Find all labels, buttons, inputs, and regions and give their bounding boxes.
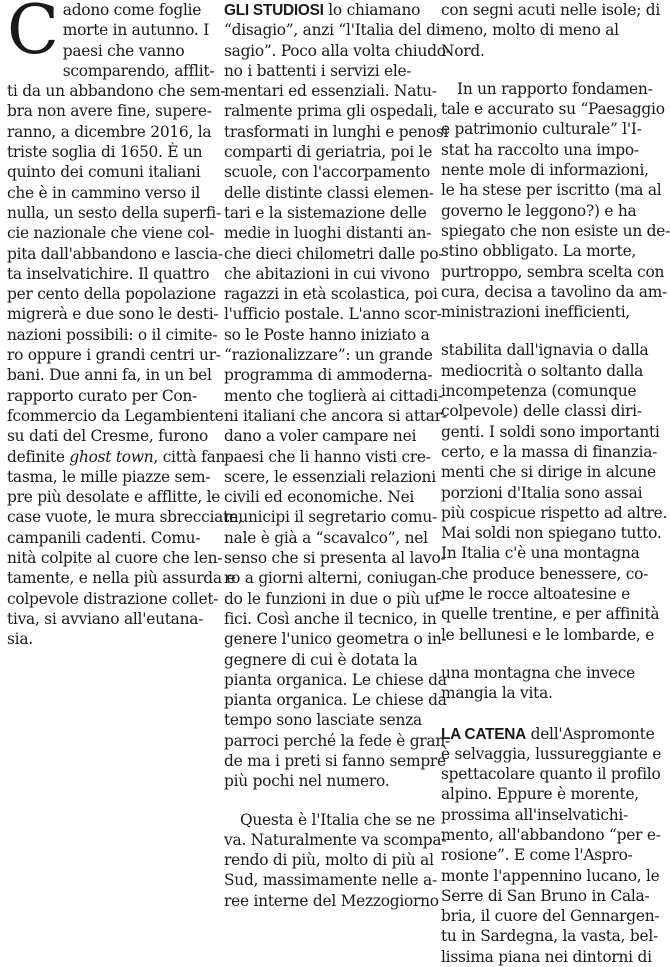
text-line: trasformati in lunghi e penosi xyxy=(224,122,449,141)
text-line: colpevole distrazione collet- xyxy=(7,589,219,608)
text-line: le ha stese per iscritto (ma al xyxy=(441,181,662,200)
text-line: che dieci chilometri dalle po- xyxy=(224,244,444,263)
text-line: ragazzi in età scolastica, poi xyxy=(224,285,438,304)
text-line: nità colpite al cuore che len- xyxy=(7,549,223,568)
text-line: quinto dei comuni italiani xyxy=(7,163,201,182)
text-line: governo le leggono?) e ha xyxy=(441,201,637,220)
text-line: scuole, con l'accorpamento xyxy=(224,163,430,182)
text-line: rendo di più, molto di più al xyxy=(224,851,434,870)
text-line: ta inselvatichire. Il quattro xyxy=(7,264,210,283)
paragraph-body-end xyxy=(7,467,243,650)
text-line: mediocrità o soltanto dalla xyxy=(441,361,644,380)
text-line: gegnere di cui è dotata la xyxy=(224,650,418,669)
text-line: prossima all'inselvatichi- xyxy=(441,805,629,824)
text-line: Questa è l'Italia che se ne xyxy=(240,810,435,829)
paragraph-gap xyxy=(441,61,653,79)
text-line: paesi che li hanno visti cre- xyxy=(224,447,431,466)
text-line: tu in Sardegna, la vasta, bel- xyxy=(441,927,658,946)
text-line: l'ufficio postale. L'anno scor- xyxy=(224,305,442,324)
text-line: programma di ammoderna- xyxy=(224,366,433,385)
text-line: rapporto curato per Con- xyxy=(7,386,197,405)
article-column-2 xyxy=(224,0,451,911)
text-line: parroci perché la fede è gran- xyxy=(224,731,450,750)
article-column-1 xyxy=(7,0,243,650)
text-line: case vuote, le mura sbrecciate, xyxy=(7,508,243,527)
paragraph-body xyxy=(7,81,226,446)
text-line: scere, le essenziali relazioni xyxy=(224,467,436,486)
text-line: ni italiani che ancora si attar- xyxy=(224,406,447,425)
text-line: tempo sono lasciate senza xyxy=(224,711,422,730)
text-line: nente mole di informazioni, xyxy=(441,161,649,180)
text-line: rosione”. E come l'Aspro- xyxy=(441,846,633,865)
text-line: mento che toglierà ai cittadi- xyxy=(224,386,443,405)
text-line: scomparendo, afflit- xyxy=(62,61,215,80)
text-line: più cospicue rispetto ad altre. xyxy=(441,503,668,522)
text-line: alpino. Eppure è morente, xyxy=(441,785,639,804)
text-line: cura, decisa a tavolino da am- xyxy=(441,282,668,301)
section-head: LA CATENA xyxy=(441,725,526,743)
text-line: mangia la vita. xyxy=(441,684,553,703)
text-line: triste soglia di 1650. È un xyxy=(7,143,203,162)
text-line: incompetenza (comunque xyxy=(441,382,637,401)
text-line: va. Naturalmente va scompa- xyxy=(224,830,447,849)
text-line: che è in cammino verso il xyxy=(7,183,201,202)
drop-cap: C xyxy=(7,0,59,70)
paragraph-body xyxy=(441,744,662,967)
text-line: bani. Due anni fa, in un bel xyxy=(7,366,212,385)
text-line: delle distinte classi elemen- xyxy=(224,183,434,202)
text-line: “razionalizzare”: un grande xyxy=(224,346,433,365)
article-column-3 xyxy=(441,0,670,967)
text-line: porzioni d'Italia sono assai xyxy=(441,483,643,502)
text-line: genti. I soldi sono importanti xyxy=(441,422,660,441)
text-line: certo, e la massa di finanzia- xyxy=(441,442,658,461)
text-line: do le funzioni in due o più uf- xyxy=(224,589,445,608)
text-line: quelle trentine, e per affinità xyxy=(441,605,660,624)
text-line: su dati del Cresme, furono xyxy=(7,427,209,446)
text-line: me le rocce altoatesine e xyxy=(441,585,630,604)
text-line: bria, il cuore del Gennargen- xyxy=(441,907,660,926)
text-line: stabilita dall'ignavia o dalla xyxy=(441,341,649,360)
text-line: medie in luoghi distanti an- xyxy=(224,224,432,243)
text-line: pianta organica. Le chiese da xyxy=(224,691,447,710)
text-line: de ma i preti si fanno sempre xyxy=(224,751,446,770)
text-line: pre più desolate e afflitte, le xyxy=(7,488,221,507)
text-line: che produce benessere, co- xyxy=(441,564,649,583)
text-line: migrerà e due sono le desti- xyxy=(7,305,219,324)
text-line: più pochi nel numero. xyxy=(224,772,390,791)
text-line-ghost-town: definite ghost town, città fan- xyxy=(7,447,231,466)
text-line: tale e accurato su “Paesaggio xyxy=(441,100,665,119)
text-line: tasma, le mille piazze sem- xyxy=(7,467,211,486)
text-line: Serre di San Bruno in Cala- xyxy=(441,886,650,905)
text-line: fici. Così anche il tecnico, in xyxy=(224,609,437,628)
paragraph-body xyxy=(441,340,668,644)
text-line: lissima piana nei dintorni di xyxy=(441,947,652,966)
text-line: Nord. xyxy=(441,41,485,60)
text-line: tamente, e nella più assurda e xyxy=(7,569,236,588)
text-line: dano a voler campare nei xyxy=(224,427,417,446)
text-line: le bellunesi e le lombarde, e xyxy=(441,625,655,644)
paragraph-gap xyxy=(441,645,653,663)
text-line: nale è già a “scavalco”, nel xyxy=(224,528,428,547)
text-line: “disagio”, anzi “l'Italia del di- xyxy=(224,21,446,40)
text-line: fcommercio da Legambiente xyxy=(7,406,224,425)
text-line: per cento della popolazione xyxy=(7,285,216,304)
text-line: stat ha raccolto una impo- xyxy=(441,140,639,159)
text-line: no i battenti i servizi ele- xyxy=(224,61,412,80)
text-line: sagio”. Poco alla volta chiudo- xyxy=(224,41,451,60)
paragraph-gap xyxy=(441,704,653,724)
text-line: adono come foglie xyxy=(62,1,202,19)
text-line: nulla, un sesto della superfi- xyxy=(7,203,221,222)
text-line: ranno, a dicembre 2016, la xyxy=(7,122,212,141)
text-line: menti che si dirige in alcune xyxy=(441,463,656,482)
text-line: ti da un abbandono che sem- xyxy=(7,82,226,101)
text-line: spiegato che non esiste un de- xyxy=(441,221,670,240)
text-line: Mai soldi non spiegano tutto. xyxy=(441,524,662,543)
text-line: meno, molto di meno al xyxy=(441,21,619,40)
text-line: comparti di geriatria, poi le xyxy=(224,143,433,162)
text-line: è selvaggia, lussureggiante e xyxy=(441,744,662,763)
text-line: Sud, massimamente nelle a- xyxy=(224,871,437,890)
text-line: ro a giorni alterni, coniugan- xyxy=(224,569,442,588)
text-line: so le Poste hanno iniziato a xyxy=(224,325,430,344)
paragraph-body xyxy=(441,0,661,61)
paragraph-gap xyxy=(441,322,653,340)
paragraph-body xyxy=(441,663,653,704)
text-line: colpevole) delle classi diri- xyxy=(441,402,642,421)
text-line: nazioni possibili: o il cimite- xyxy=(7,325,218,344)
text-line: con segni acuti nelle isole; di xyxy=(441,1,661,19)
text-line: sia. xyxy=(7,630,33,649)
text-line: tari e la sistemazione delle xyxy=(224,203,427,222)
text-line: municipi il segretario comu- xyxy=(224,508,438,527)
text-line: tiva, si avviano all'eutana- xyxy=(7,609,204,628)
text-line: stino obbligato. La morte, xyxy=(441,242,637,261)
paragraph-body xyxy=(441,79,670,323)
text-line: mentari ed essenziali. Natu- xyxy=(224,82,437,101)
text-line: genere l'unico geometra o in- xyxy=(224,630,447,649)
text-line: bra non avere fine, supere- xyxy=(7,102,212,121)
text-line: ro oppure i grandi centri ur- xyxy=(7,346,221,365)
paragraph-body xyxy=(224,810,447,911)
text-line: che abitazioni in cui vivono xyxy=(224,264,430,283)
text-line: pianta organica. Le chiese da xyxy=(224,670,447,689)
text-line: cie nazionale che viene col- xyxy=(7,224,215,243)
section-head-line: GLI STUDIOSI lo chiamano xyxy=(224,1,421,19)
text-line: spettacolare quanto il profilo xyxy=(441,765,661,784)
text-line: ralmente prima gli ospedali, xyxy=(224,102,438,121)
paragraph-body xyxy=(224,20,451,791)
section-head: GLI STUDIOSI xyxy=(224,2,324,19)
text-line: pita dall'abbandono e lascia- xyxy=(7,244,223,263)
text-line: campanili cadenti. Comu- xyxy=(7,528,201,547)
text-line: paesi che vanno xyxy=(62,41,185,60)
text-line: una montagna che invece xyxy=(441,663,636,682)
text-line: monte l'appennino lucano, le xyxy=(441,866,660,885)
text-line: senso che si presenta al lavo- xyxy=(224,549,446,568)
text-line: In un rapporto fondamen- xyxy=(457,79,653,98)
text-line: morte in autunno. I xyxy=(62,21,210,40)
text-line: e patrimonio culturale” l'I- xyxy=(441,120,642,139)
text-line: ministrazioni inefficienti, xyxy=(441,303,631,322)
text-line: mento, all'abbandono “per e- xyxy=(441,825,661,844)
text-line: purtroppo, sembra scelta con xyxy=(441,262,665,281)
text-line: ree interne del Mezzogiorno xyxy=(224,891,439,910)
text-line: civili ed economiche. Nei xyxy=(224,488,415,507)
text-line: In Italia c'è una montagna xyxy=(441,544,640,563)
section-head-line: LA CATENA dell'Aspromonte xyxy=(441,724,655,743)
paragraph-gap xyxy=(224,792,427,810)
dropcap-paragraph xyxy=(7,0,215,81)
